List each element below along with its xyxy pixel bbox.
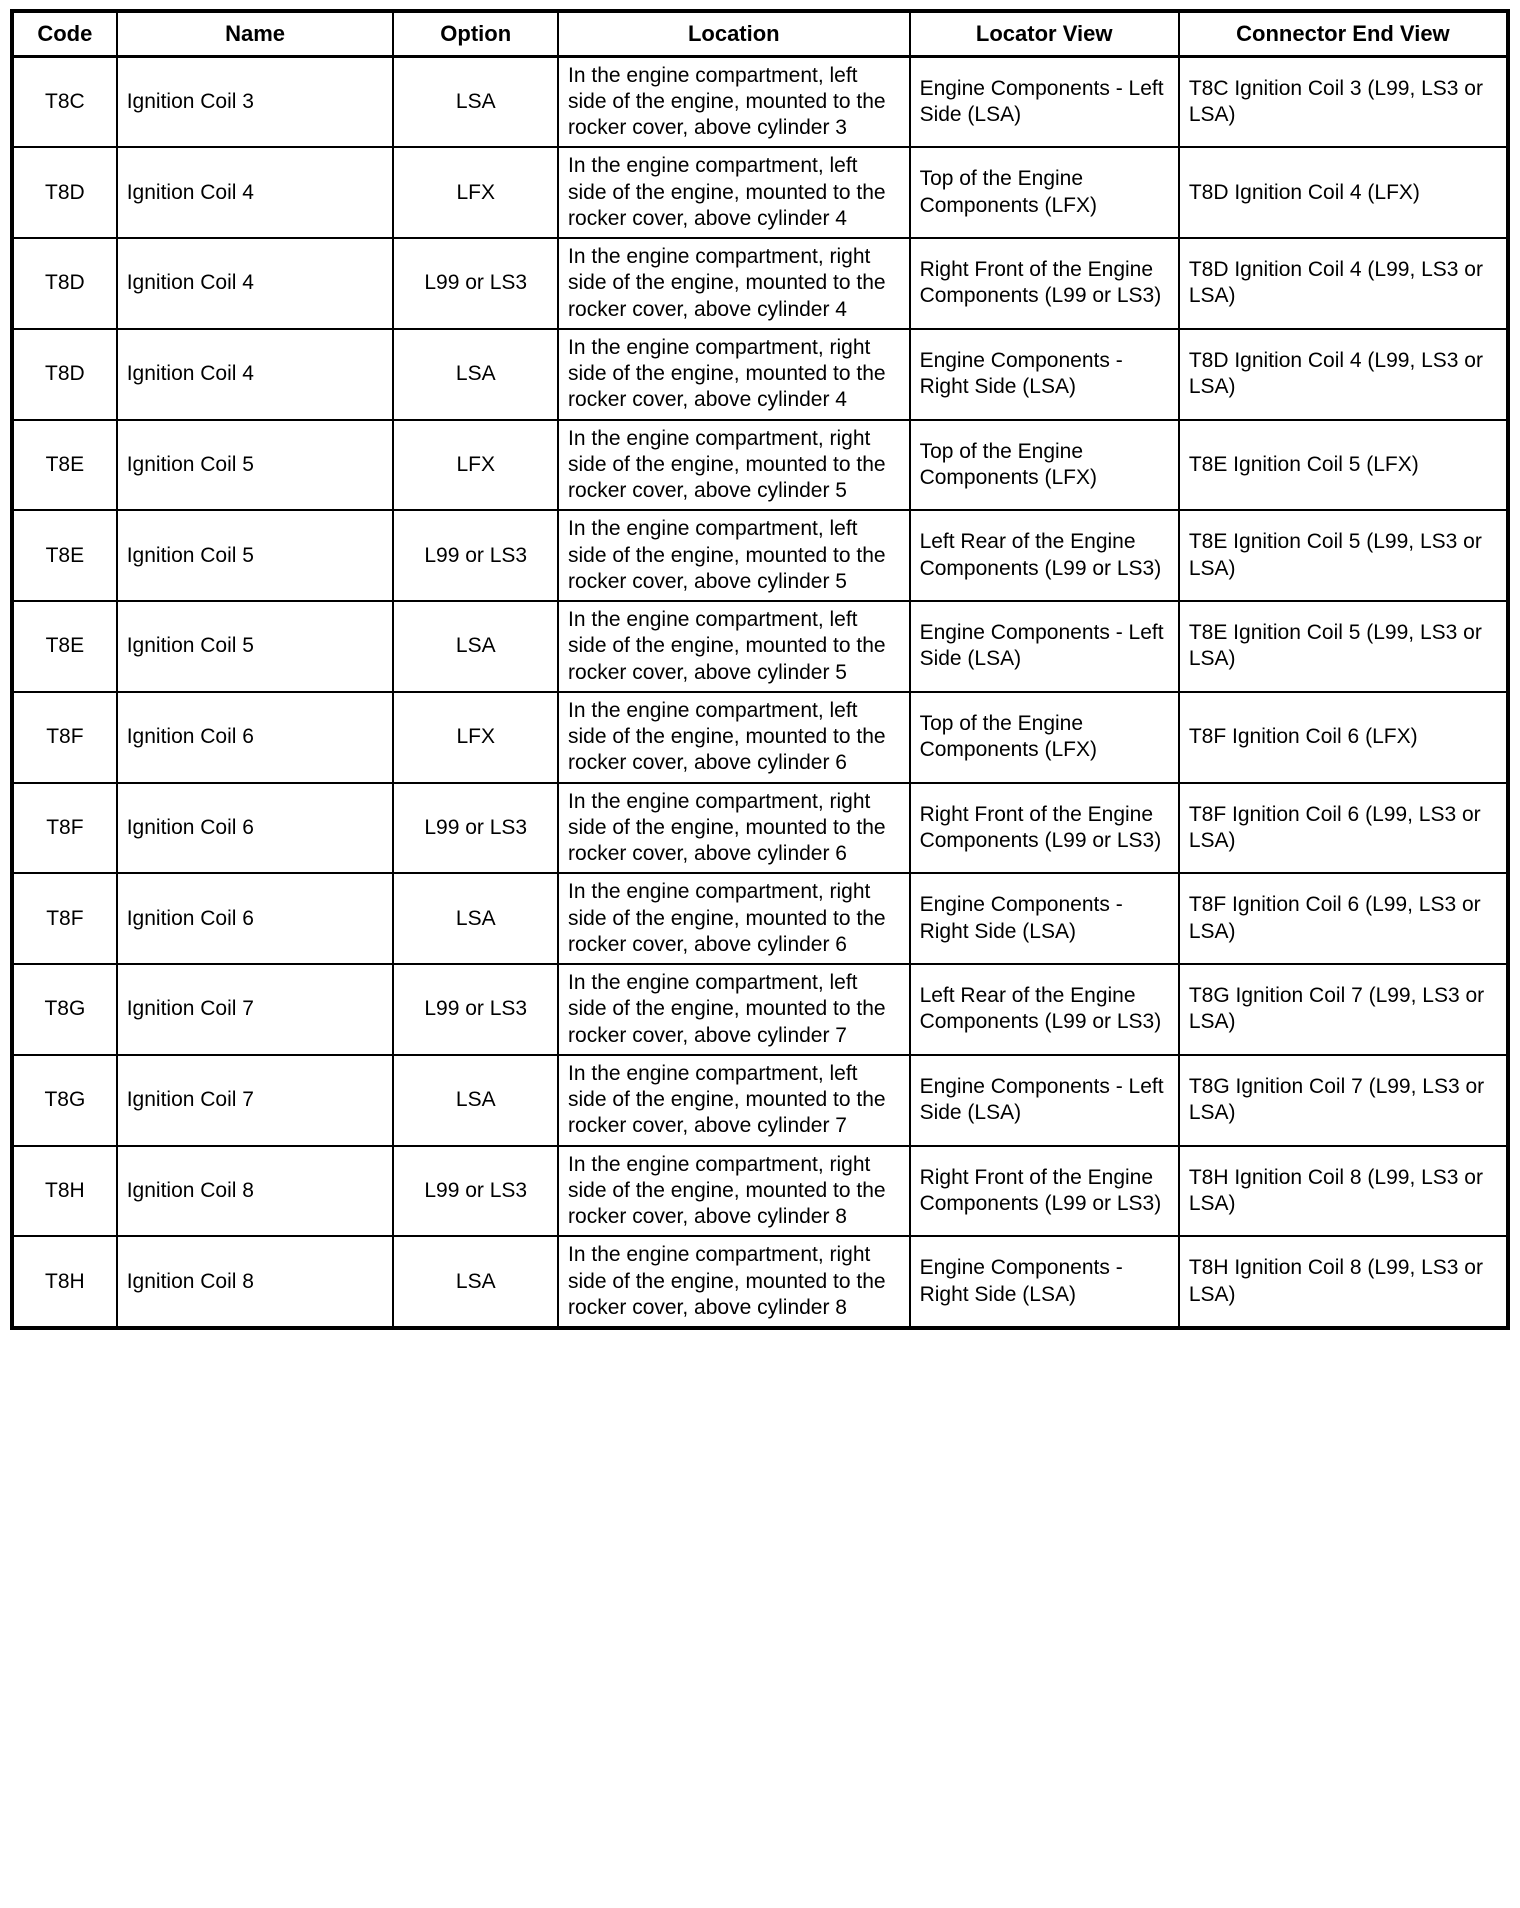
cell-locator-view: Engine Components - Right Side (LSA) [910,1236,1179,1328]
cell-connector-end-view: T8F Ignition Coil 6 (LFX) [1179,692,1508,783]
cell-option: L99 or LS3 [393,964,558,1055]
cell-location: In the engine compartment, left side of the engine, mounted to the rocker cover, above cylinder 7 [558,964,910,1055]
table-row [12,692,1508,783]
cell-connector-end-view: T8D Ignition Coil 4 (L99, LS3 or LSA) [1179,329,1508,420]
table-row [12,56,1508,147]
cell-name: Ignition Coil 5 [117,601,394,692]
cell-name: Ignition Coil 7 [117,964,394,1055]
cell-connector-end-view: T8E Ignition Coil 5 (L99, LS3 or LSA) [1179,510,1508,601]
cell-location: In the engine compartment, left side of the engine, mounted to the rocker cover, above cylinder 5 [558,510,910,601]
cell-location: In the engine compartment, right side of the engine, mounted to the rocker cover, above cylinder 8 [558,1236,910,1328]
cell-location: In the engine compartment, right side of the engine, mounted to the rocker cover, above cylinder 6 [558,783,910,874]
cell-location: In the engine compartment, right side of the engine, mounted to the rocker cover, above cylinder 8 [558,1146,910,1237]
cell-name: Ignition Coil 4 [117,329,394,420]
cell-name: Ignition Coil 6 [117,692,394,783]
cell-location: In the engine compartment, left side of the engine, mounted to the rocker cover, above cylinder 5 [558,601,910,692]
cell-option: L99 or LS3 [393,783,558,874]
cell-code: T8C [12,56,117,147]
table-row [12,783,1508,874]
cell-connector-end-view: T8F Ignition Coil 6 (L99, LS3 or LSA) [1179,783,1508,874]
cell-code: T8G [12,964,117,1055]
cell-connector-end-view: T8E Ignition Coil 5 (LFX) [1179,420,1508,511]
cell-connector-end-view: T8C Ignition Coil 3 (L99, LS3 or LSA) [1179,56,1508,147]
cell-name: Ignition Coil 6 [117,873,394,964]
cell-option: LFX [393,692,558,783]
cell-option: LSA [393,329,558,420]
cell-name: Ignition Coil 8 [117,1236,394,1328]
cell-option: LFX [393,147,558,238]
cell-connector-end-view: T8E Ignition Coil 5 (L99, LS3 or LSA) [1179,601,1508,692]
cell-option: L99 or LS3 [393,1146,558,1237]
cell-connector-end-view: T8H Ignition Coil 8 (L99, LS3 or LSA) [1179,1146,1508,1237]
column-header-connector-end-view: Connector End View [1179,11,1508,56]
column-header-option: Option [393,11,558,56]
cell-locator-view: Engine Components - Left Side (LSA) [910,1055,1179,1146]
cell-locator-view: Left Rear of the Engine Components (L99 or LS3) [910,964,1179,1055]
column-header-location: Location [558,11,910,56]
cell-code: T8H [12,1146,117,1237]
cell-connector-end-view: T8G Ignition Coil 7 (L99, LS3 or LSA) [1179,1055,1508,1146]
cell-location: In the engine compartment, right side of the engine, mounted to the rocker cover, above cylinder 5 [558,420,910,511]
cell-code: T8G [12,1055,117,1146]
table-row [12,1055,1508,1146]
cell-option: LSA [393,1055,558,1146]
cell-name: Ignition Coil 5 [117,420,394,511]
cell-name: Ignition Coil 4 [117,238,394,329]
table-row [12,420,1508,511]
header-row [12,11,1508,56]
table-row [12,238,1508,329]
cell-locator-view: Engine Components - Left Side (LSA) [910,601,1179,692]
cell-locator-view: Right Front of the Engine Components (L99 or LS3) [910,238,1179,329]
cell-code: T8E [12,420,117,511]
cell-locator-view: Top of the Engine Components (LFX) [910,692,1179,783]
cell-location: In the engine compartment, left side of the engine, mounted to the rocker cover, above cylinder 4 [558,147,910,238]
connector-location-table [10,9,1510,1330]
cell-option: LSA [393,601,558,692]
cell-connector-end-view: T8F Ignition Coil 6 (L99, LS3 or LSA) [1179,873,1508,964]
table-row [12,1236,1508,1328]
cell-code: T8F [12,873,117,964]
cell-name: Ignition Coil 5 [117,510,394,601]
cell-code: T8D [12,147,117,238]
cell-locator-view: Right Front of the Engine Components (L99 or LS3) [910,1146,1179,1237]
cell-locator-view: Top of the Engine Components (LFX) [910,147,1179,238]
cell-connector-end-view: T8H Ignition Coil 8 (L99, LS3 or LSA) [1179,1236,1508,1328]
cell-location: In the engine compartment, right side of the engine, mounted to the rocker cover, above cylinder 4 [558,329,910,420]
cell-option: L99 or LS3 [393,238,558,329]
cell-name: Ignition Coil 4 [117,147,394,238]
table-body [12,56,1508,1328]
cell-locator-view: Engine Components - Right Side (LSA) [910,873,1179,964]
table-row [12,873,1508,964]
cell-code: T8F [12,692,117,783]
table-row [12,147,1508,238]
cell-option: L99 or LS3 [393,510,558,601]
cell-location: In the engine compartment, right side of the engine, mounted to the rocker cover, above cylinder 6 [558,873,910,964]
cell-name: Ignition Coil 7 [117,1055,394,1146]
cell-locator-view: Left Rear of the Engine Components (L99 or LS3) [910,510,1179,601]
cell-code: T8F [12,783,117,874]
cell-location: In the engine compartment, left side of the engine, mounted to the rocker cover, above cylinder 7 [558,1055,910,1146]
cell-code: T8H [12,1236,117,1328]
cell-location: In the engine compartment, left side of the engine, mounted to the rocker cover, above cylinder 6 [558,692,910,783]
cell-option: LSA [393,1236,558,1328]
cell-code: T8E [12,601,117,692]
cell-name: Ignition Coil 3 [117,56,394,147]
column-header-name: Name [117,11,394,56]
cell-location: In the engine compartment, right side of the engine, mounted to the rocker cover, above cylinder 4 [558,238,910,329]
cell-option: LSA [393,873,558,964]
cell-code: T8E [12,510,117,601]
cell-code: T8D [12,238,117,329]
cell-location: In the engine compartment, left side of the engine, mounted to the rocker cover, above cylinder 3 [558,56,910,147]
table-row [12,510,1508,601]
cell-locator-view: Right Front of the Engine Components (L99 or LS3) [910,783,1179,874]
table-row [12,964,1508,1055]
table-row [12,1146,1508,1237]
cell-locator-view: Engine Components - Right Side (LSA) [910,329,1179,420]
cell-locator-view: Engine Components - Left Side (LSA) [910,56,1179,147]
cell-connector-end-view: T8D Ignition Coil 4 (LFX) [1179,147,1508,238]
table-row [12,601,1508,692]
cell-name: Ignition Coil 8 [117,1146,394,1237]
cell-option: LSA [393,56,558,147]
cell-name: Ignition Coil 6 [117,783,394,874]
table-header [12,11,1508,56]
column-header-locator-view: Locator View [910,11,1179,56]
column-header-code: Code [12,11,117,56]
cell-connector-end-view: T8D Ignition Coil 4 (L99, LS3 or LSA) [1179,238,1508,329]
cell-code: T8D [12,329,117,420]
cell-connector-end-view: T8G Ignition Coil 7 (L99, LS3 or LSA) [1179,964,1508,1055]
cell-locator-view: Top of the Engine Components (LFX) [910,420,1179,511]
table-row [12,329,1508,420]
cell-option: LFX [393,420,558,511]
